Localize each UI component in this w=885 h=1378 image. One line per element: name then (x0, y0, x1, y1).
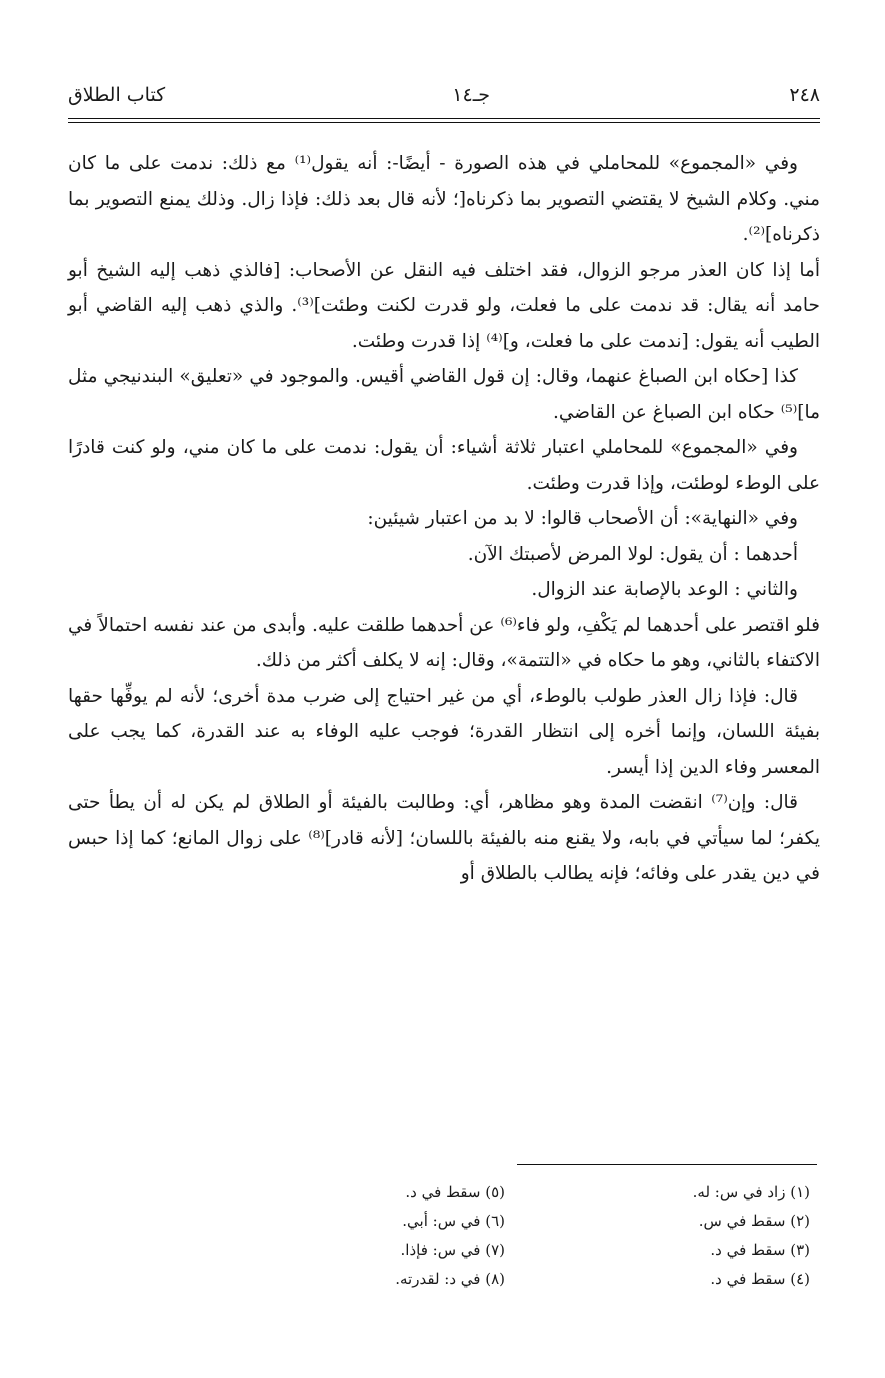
footnote: (٣) سقط في د. (710, 1241, 810, 1259)
footnotes (200, 1178, 810, 1294)
header-rule-thick (68, 118, 820, 119)
paragraph: أحدهما : أن يقول: لولا المرض لأصبتك الآن. (467, 543, 798, 565)
footnote: (٦) في س: أبي. (402, 1212, 505, 1230)
paragraph: قال: وإن⁽⁷⁾ انقضت المدة وهو مظاهر، أي: وطالبت بالفيئة أو الطلاق لم يكن له أن يطأ حتى يكفر؛ لما سيأتي في بابه، ولا يقنع منه بالفيئة باللسان؛ [لأنه قادر]⁽⁸⁾ على زوال المانع؛ كما إذا حبس في دين يقدر على وفائه؛ فإنه يطالب بالطلاق أو (68, 792, 820, 884)
paragraph: وفي «المجموع» للمحاملي في هذه الصورة - أيضًا-: أنه يقول⁽¹⁾ مع ذلك: ندمت على ما كان مني. وكلام الشيخ لا يقتضي التصوير بما ذكرناه[؛ لأنه قال بعد ذلك: فإذا زال. وذلك يمنع التصوير بما ذكرناه]⁽²⁾. (68, 153, 820, 245)
paragraph: كذا [حكاه ابن الصباغ عنهما، وقال: إن قول القاضي أقيس. والموجود في «تعليق» البندنيجي مثل ما]⁽⁵⁾ حكاه ابن الصباغ عن القاضي. (68, 366, 820, 423)
main-text (68, 146, 820, 892)
paragraph: وفي «المجموع» للمحاملي اعتبار ثلاثة أشياء: أن يقول: ندمت على ما كان مني، ولو كنت قادرًا على الوطء لوطئت، وإذا قدرت وطئت. (68, 437, 820, 494)
footnote: (٤) سقط في د. (710, 1270, 810, 1288)
paragraph: فلو اقتصر على أحدهما لم يَكْفِ، ولو فاء⁽⁶⁾ عن أحدهما طلقت عليه. وأبدى من عند نفسه احتمالاً في الاكتفاء بالثاني، وهو ما حكاه في «التتمة»، وقال: إنه لا يكلف أكثر من ذلك. (68, 614, 820, 671)
paragraph: والثاني : الوعد بالإصابة عند الزوال. (531, 579, 798, 600)
footnote: (٢) سقط في س. (698, 1212, 810, 1230)
running-header (68, 84, 820, 116)
footnote: (٥) سقط في د. (405, 1183, 505, 1201)
volume-number: جـ١٤ (452, 84, 490, 106)
footnote: (٨) في د: لقدرته. (395, 1270, 505, 1288)
paragraph: أما إذا كان العذر مرجو الزوال، فقد اختلف فيه النقل عن الأصحاب: [فالذي ذهب إليه الشيخ أبو حامد أنه يقال: قد ندمت على ما فعلت، ولو قدرت لكنت وطئت]⁽³⁾. والذي ذهب إليه القاضي أبو الطيب أنه يقول: [ندمت على ما فعلت، و]⁽⁴⁾ إذا قدرت وطئت. (68, 259, 820, 352)
book-title: كتاب الطلاق (68, 84, 166, 106)
page-number: ٢٤٨ (789, 84, 820, 106)
paragraph: قال: فإذا زال العذر طولب بالوطء، أي من غير احتياج إلى ضرب مدة أخرى؛ لأنه لم يوفِّها حقها بفيئة اللسان، وإنما أخره إلى انتظار القدرة؛ فوجب عليه الوفاء به عند القدرة، كما يجب على المعسر وفاء الدين إذا أيسر. (68, 685, 820, 778)
footnote-rule (517, 1164, 817, 1165)
footnote: (٧) في س: فإذا. (400, 1241, 505, 1259)
footnote: (١) زاد في س: له. (692, 1183, 810, 1201)
paragraph: وفي «النهاية»: أن الأصحاب قالوا: لا بد من اعتبار شيئين: (367, 508, 798, 529)
header-rule-thin (68, 122, 820, 123)
